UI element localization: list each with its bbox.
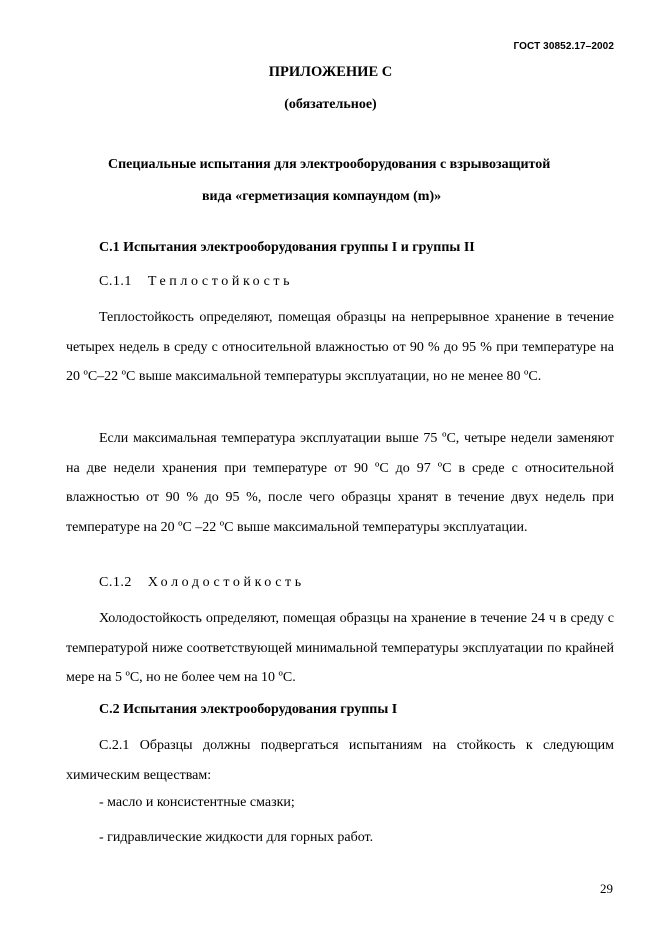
list-item: - масло и консистентные смазки; [99, 795, 295, 810]
subsection-c1-2-heading [99, 575, 305, 591]
section-c1-heading: С.1 Испытания электрооборудования группы I и группы II [99, 240, 475, 255]
annex-heading [108, 149, 608, 213]
paragraph-high-temperature: Если максимальная температура эксплуатации выше 75 ºС, четыре недели заменяют на две недели хранения при температуре от 90 ºС до 97 ºС в среде с относительной влажностью от 90 % до 95 %, после чего образцы хранят в течение двух недель при температуре на 20 ºС –22 ºС выше максимальной температуры эксплуатации. [66, 431, 614, 535]
subsection-title: Холодостойкость [147, 575, 305, 590]
annex-subtitle: (обязательное) [284, 97, 377, 112]
subsection-number: С.1.2 [99, 575, 132, 590]
subsection-title: Теплостойкость [147, 274, 294, 289]
annex-heading-line1: Специальные испытания для электрооборудования с взрывозащитой [108, 157, 551, 172]
list-item: - гидравлические жидкости для горных работ. [99, 830, 374, 845]
standard-code: ГОСТ 30852.17–2002 [513, 41, 614, 52]
paragraph-heat-resistance: Теплостойкость определяют, помещая образцы на непрерывное хранение в течение четырех недель в среду с относительной влажностью от 90 % до 95 % при температуре на 20 ºС–22 ºС выше максимальной температуры эксплуатации, но не менее 80 ºС. [66, 310, 614, 384]
annex-heading-line2: вида «герметизация компаундом (m)» [202, 189, 442, 204]
page-number: 29 [600, 881, 613, 896]
section-c2-heading: С.2 Испытания электрооборудования группы I [99, 702, 398, 717]
paragraph-chemical-resistance: С.2.1 Образцы должны подвергаться испытаниям на стойкость к следующим химическим веществам: [66, 738, 614, 783]
subsection-number: С.1.1 [99, 274, 132, 289]
paragraph-cold-resistance: Холодостойкость определяют, помещая образцы на хранение в течение 24 ч в среду с температурой ниже соответствующей минимальной температуры эксплуатации по крайней мере на 5 ºС, но не более чем на 10 ºС. [66, 611, 614, 685]
annex-title: ПРИЛОЖЕНИЕ С [268, 64, 393, 80]
subsection-c1-1-heading [99, 274, 293, 290]
